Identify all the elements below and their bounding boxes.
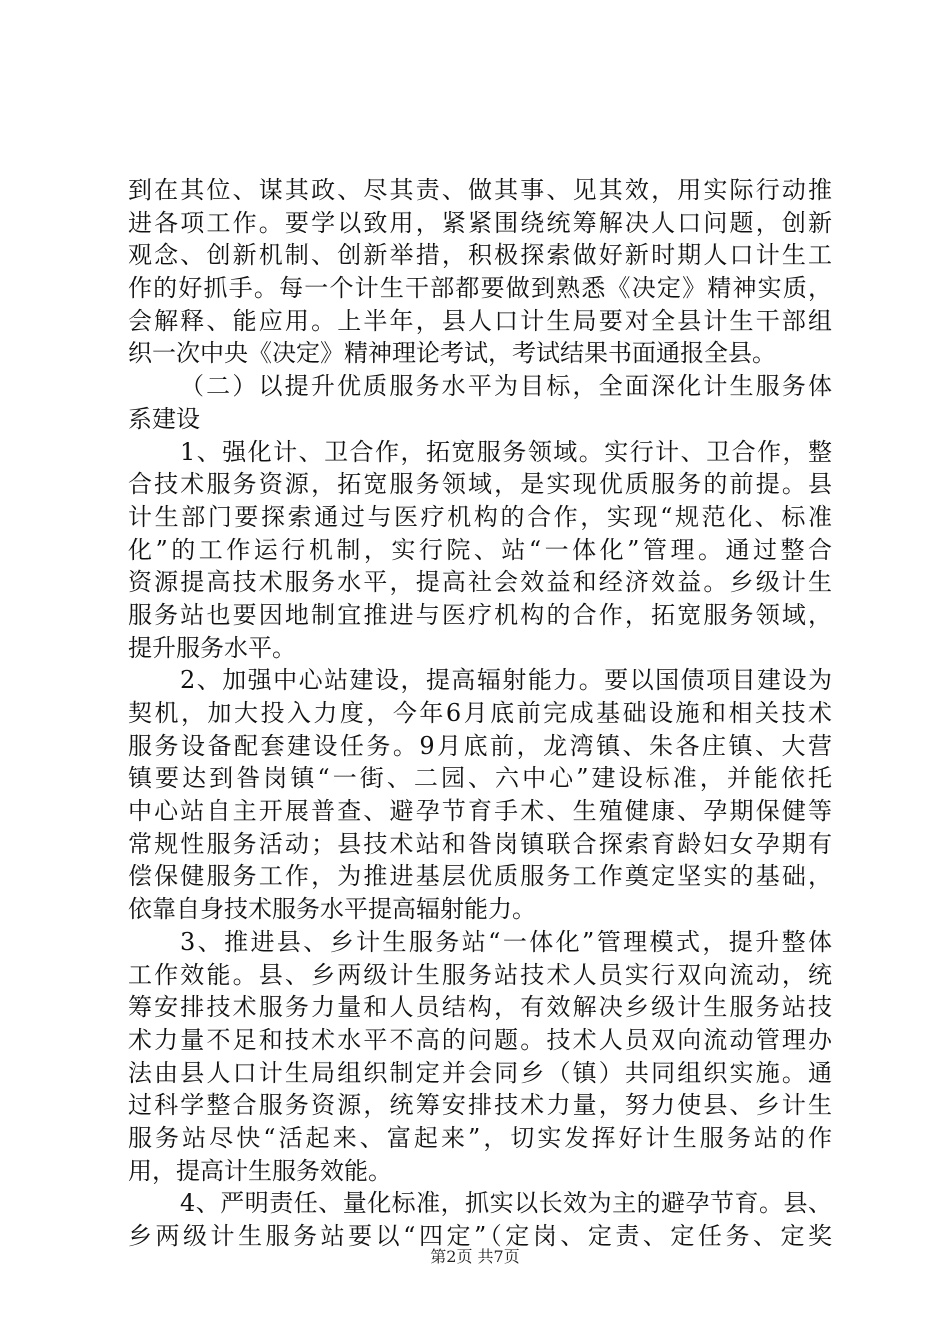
text-line: 化”的工作运行机制，实行院、站“一体化”管理。通过整合 xyxy=(128,535,832,564)
page-number: 第2页 共7页 xyxy=(430,1247,520,1266)
text-line: 服务站尽快“活起来、富起来”，切实发挥好计生服务站的作 xyxy=(128,1123,832,1152)
text-line: 术力量不足和技术水平不高的问题。技术人员双向流动管理办 xyxy=(128,1025,832,1054)
text-line: 契机，加大投入力度，今年6月底前完成基础设施和相关技术 xyxy=(128,699,832,727)
paragraph-item-1 xyxy=(128,436,832,665)
text-line: 常规性服务活动；县技术站和昝岗镇联合探索育龄妇女孕期有 xyxy=(128,829,832,858)
text-line: 中心站自主开展普查、避孕节育手术、生殖健康、孕期保健等 xyxy=(128,797,832,826)
text-line: 用，提高计生服务效能。 xyxy=(128,1156,392,1185)
text-line: 服务站也要因地制宜推进与医疗机构的合作，拓宽服务领域， xyxy=(128,600,832,629)
paragraph-item-2 xyxy=(128,664,832,926)
text-line: 织一次中央《决定》精神理论考试，考试结果书面通报全县。 xyxy=(128,339,776,368)
text-line: 资源提高技术服务水平，提高社会效益和经济效益。乡级计生 xyxy=(128,568,832,597)
text-line: 依靠自身技术服务水平提高辐射能力。 xyxy=(128,895,536,924)
text-line: 法由县人口计生局组织制定并会同乡（镇）共同组织实施。通 xyxy=(128,1058,832,1087)
text-line: 合技术服务资源，拓宽服务领域，是实现优质服务的前提。县 xyxy=(128,470,832,499)
text-line: 筹安排技术服务力量和人员结构，有效解决乡级计生服务站技 xyxy=(128,993,832,1022)
text-line: 计生部门要探索通过与医疗机构的合作，实现“规范化、标准 xyxy=(128,502,832,531)
text-line: 进各项工作。要学以致用，紧紧围绕统筹解决人口问题，创新 xyxy=(128,208,832,237)
text-line: 4、严明责任、量化标准，抓实以长效为主的避孕节育。县、 xyxy=(180,1189,832,1218)
paragraph-item-4 xyxy=(128,1187,832,1252)
document-body xyxy=(128,174,832,1253)
text-line: 会解释、能应用。上半年，县人口计生局要对全县计生干部组 xyxy=(128,306,832,335)
text-line: （二）以提升优质服务水平为目标，全面深化计生服务体 xyxy=(180,372,832,401)
page-footer xyxy=(0,1247,950,1267)
text-line: 系建设 xyxy=(128,404,200,433)
text-line: 提升服务水平。 xyxy=(128,633,296,662)
text-line: 偿保健服务工作，为推进基层优质服务工作奠定坚实的基础， xyxy=(128,862,832,891)
paragraph-item-3 xyxy=(128,926,832,1188)
paragraph-cont xyxy=(128,174,832,370)
text-line: 观念、创新机制、创新举措，积极探索做好新时期人口计生工 xyxy=(128,241,832,270)
text-line: 作的好抓手。每一个计生干部都要做到熟悉《决定》精神实质， xyxy=(128,274,832,303)
text-line: 工作效能。县、乡两级计生服务站技术人员实行双向流动，统 xyxy=(128,960,832,989)
text-line: 过科学整合服务资源，统筹安排技术力量，努力使县、乡计生 xyxy=(128,1091,832,1120)
text-line: 服务设备配套建设任务。9月底前，龙湾镇、朱各庄镇、大营 xyxy=(128,731,832,760)
text-line: 镇要达到昝岗镇“一街、二园、六中心”建设标准，并能依托 xyxy=(128,764,832,793)
text-line: 3、推进县、乡计生服务站“一体化”管理模式，提升整体 xyxy=(180,927,832,956)
text-line: 乡两级计生服务站要以“四定”（定岗、定责、定任务、定奖 xyxy=(128,1222,832,1250)
text-line: 1、强化计、卫合作，拓宽服务领域。实行计、卫合作，整 xyxy=(180,437,832,466)
paragraph-heading-2 xyxy=(128,370,832,435)
text-line: 2、加强中心站建设，提高辐射能力。要以国债项目建设为 xyxy=(180,666,832,695)
text-line: 到在其位、谋其政、尽其责、做其事、见其效，用实际行动推 xyxy=(128,176,832,204)
